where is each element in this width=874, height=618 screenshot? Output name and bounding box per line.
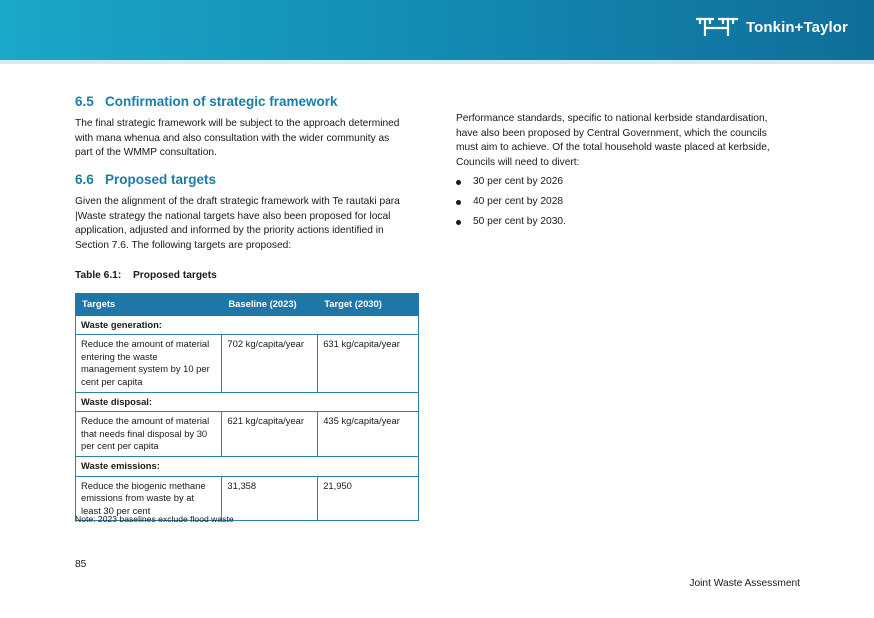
paragraph-line: part of the WMMP consultation. — [75, 147, 217, 158]
section-6-5-heading — [75, 94, 338, 109]
target-description-cell — [76, 412, 222, 457]
section-number: 6.5 — [75, 94, 94, 109]
paragraph-line: have also been proposed by Central Government, which the councils — [456, 127, 767, 139]
cell-line: Reduce the amount of material — [81, 415, 210, 427]
baseline-cell: 621 kg/capita/year — [222, 412, 318, 457]
section-number: 6.6 — [75, 172, 94, 187]
paragraph-line: Councils will need to divert: — [456, 156, 580, 168]
baseline-cell: 31,358 — [222, 476, 318, 521]
group-label-waste-emissions: Waste emissions: — [76, 456, 419, 476]
column-header-targets: Targets — [76, 294, 222, 316]
bullet-icon — [456, 220, 461, 225]
column-header-baseline: Baseline (2023) — [222, 294, 318, 316]
page-number: 85 — [75, 559, 87, 570]
target-description-cell — [76, 335, 222, 392]
cell-line: entering the waste — [81, 350, 158, 362]
group-label-waste-generation: Waste generation: — [76, 315, 419, 335]
cell-line: management system by 10 per — [81, 363, 210, 375]
target-cell: 21,950 — [318, 476, 419, 521]
table-group-row — [76, 392, 419, 412]
right-column-paragraph — [456, 112, 770, 170]
section-6-6-heading — [75, 172, 216, 187]
table-group-row — [76, 456, 419, 476]
table-note: Note: 2023 baselines exclude flood waste — [75, 514, 234, 524]
paragraph-line: application, adjusted and informed by the priority actions identified in — [75, 225, 384, 236]
diversion-targets-list — [456, 176, 566, 236]
cell-line: least 30 per cent — [81, 504, 151, 516]
company-logo — [694, 15, 848, 39]
bullet-icon — [456, 200, 461, 205]
paragraph-line: with mana whenua and also consultation with the wider community as — [75, 132, 390, 144]
list-item — [456, 176, 566, 196]
proposed-targets-table — [75, 293, 419, 521]
paragraph-line: Section 7.6. The following targets are proposed: — [75, 239, 292, 251]
cell-line: emissions from waste by at — [81, 492, 195, 504]
list-item-text: 40 per cent by 2028 — [473, 196, 564, 207]
target-cell: 435 kg/capita/year — [318, 412, 419, 457]
paragraph-line: Given the alignment of the draft strategic framework with Te rautaki para — [75, 196, 400, 207]
list-item — [456, 196, 566, 216]
paragraph-line: Performance standards, specific to national kerbside standardisation, — [456, 113, 768, 124]
cell-line: Reduce the amount of material — [81, 338, 210, 350]
target-cell: 631 kg/capita/year — [318, 335, 419, 392]
tonkin-taylor-logo-icon — [694, 16, 740, 38]
section-title: Proposed targets — [105, 172, 217, 187]
table-row — [76, 335, 419, 392]
section-title: Confirmation of strategic framework — [105, 94, 338, 109]
baseline-cell: 702 kg/capita/year — [222, 335, 318, 392]
paragraph-line: |Waste strategy the national targets have also been proposed for local — [75, 210, 391, 222]
document-title-footer: Joint Waste Assessment — [689, 578, 800, 589]
table-caption — [75, 270, 217, 281]
paragraph-line: must aim to achieve. Of the total household waste placed at kerbside, — [456, 142, 770, 153]
section-6-5-paragraph — [75, 117, 399, 161]
logo-text: Tonkin+Taylor — [745, 18, 848, 36]
cell-line: Reduce the biogenic methane — [81, 479, 206, 491]
list-item-text: 50 per cent by 2030. — [473, 216, 566, 227]
section-6-6-paragraph — [75, 195, 400, 253]
cell-line: per cent per capita — [81, 440, 159, 452]
banner-underline — [0, 60, 874, 64]
table-row — [76, 412, 419, 457]
paragraph-line: The final strategic framework will be subject to the approach determined — [75, 118, 400, 129]
table-caption-title: Proposed targets — [133, 270, 217, 281]
column-header-target: Target (2030) — [318, 294, 419, 316]
list-item-text: 30 per cent by 2026 — [473, 176, 564, 187]
table-group-row — [76, 315, 419, 335]
cell-line: that needs final disposal by 30 — [81, 427, 208, 439]
bullet-icon — [456, 180, 461, 185]
group-label-waste-disposal: Waste disposal: — [76, 392, 419, 412]
table-caption-number: Table 6.1: — [75, 270, 122, 281]
cell-line: cent per capita — [81, 375, 143, 387]
list-item — [456, 216, 566, 236]
table-header-row — [76, 294, 419, 316]
header-banner — [0, 0, 874, 60]
